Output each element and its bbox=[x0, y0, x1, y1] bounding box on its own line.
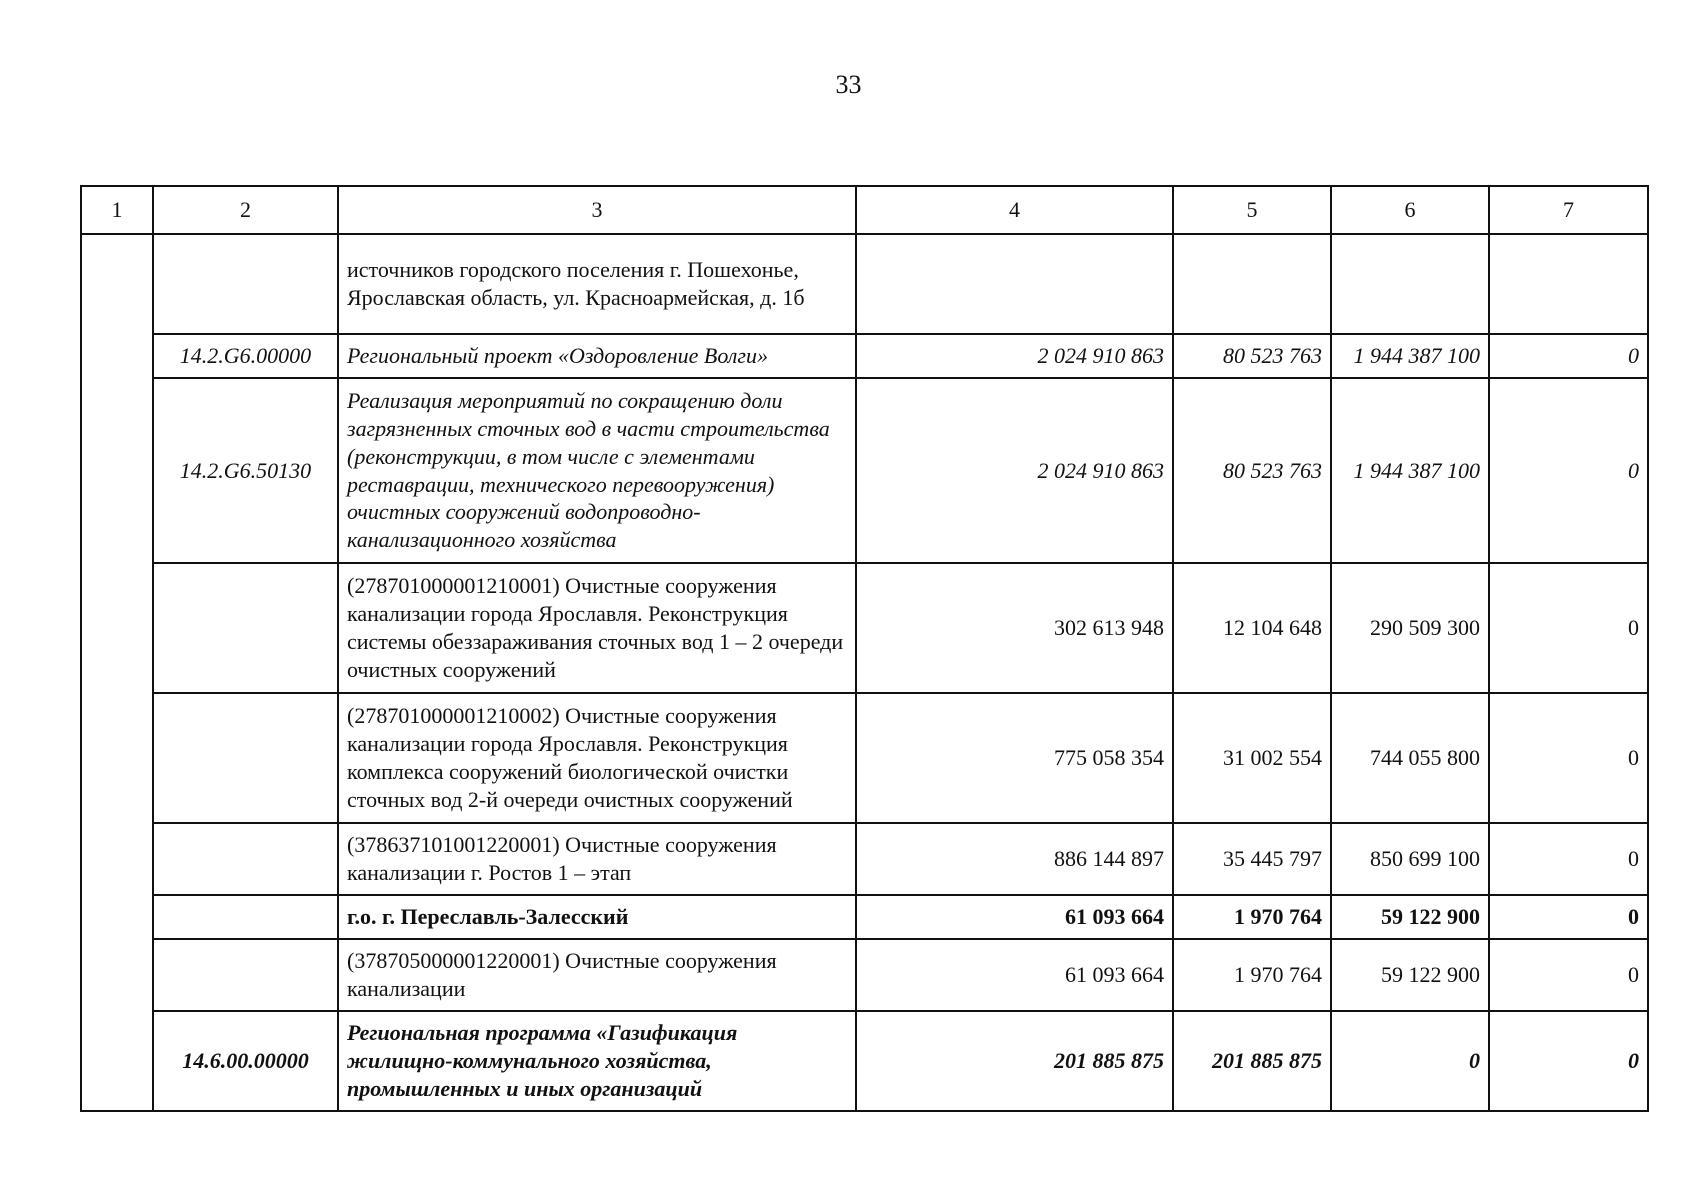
row-col4: 61 093 664 bbox=[856, 895, 1173, 939]
row-code bbox=[153, 939, 338, 1011]
header-col-1: 1 bbox=[81, 186, 153, 234]
row-col4: 61 093 664 bbox=[856, 939, 1173, 1011]
row-col7: 0 bbox=[1489, 563, 1648, 693]
row-code bbox=[153, 823, 338, 895]
row-name: источников городского поселения г. Пошехонье, Ярославская область, ул. Красноармейская, д. 1б bbox=[338, 234, 856, 334]
row-col7: 0 bbox=[1489, 939, 1648, 1011]
row-col6: 1 944 387 100 bbox=[1331, 334, 1489, 378]
row-col7: 0 bbox=[1489, 378, 1648, 563]
row-col4: 2 024 910 863 bbox=[856, 378, 1173, 563]
table-row bbox=[81, 378, 1648, 563]
row-name: г.о. г. Переславль-Залесский bbox=[338, 895, 856, 939]
row-col6: 0 bbox=[1331, 1011, 1489, 1111]
row-col5: 12 104 648 bbox=[1173, 563, 1331, 693]
row-code bbox=[153, 563, 338, 693]
row-col5: 31 002 554 bbox=[1173, 693, 1331, 823]
header-col-2: 2 bbox=[153, 186, 338, 234]
row-col4: 201 885 875 bbox=[856, 1011, 1173, 1111]
row-col7: 0 bbox=[1489, 1011, 1648, 1111]
table-row bbox=[81, 895, 1648, 939]
row-col4: 2 024 910 863 bbox=[856, 334, 1173, 378]
row-col6: 744 055 800 bbox=[1331, 693, 1489, 823]
row-col5: 201 885 875 bbox=[1173, 1011, 1331, 1111]
header-col-6: 6 bbox=[1331, 186, 1489, 234]
row-col4: 302 613 948 bbox=[856, 563, 1173, 693]
row-col5: 1 970 764 bbox=[1173, 939, 1331, 1011]
row-col7: 0 bbox=[1489, 334, 1648, 378]
row-code bbox=[153, 234, 338, 334]
table-row bbox=[81, 334, 1648, 378]
row-name: (378705000001220001) Очистные сооружения канализации bbox=[338, 939, 856, 1011]
row-name: (278701000001210002) Очистные сооружения канализации города Ярославля. Реконструкция комплекса сооружений биологической очистки сточных вод 2-й очереди очистных сооружений bbox=[338, 693, 856, 823]
row-code bbox=[153, 895, 338, 939]
row-col6: 290 509 300 bbox=[1331, 563, 1489, 693]
table-row bbox=[81, 693, 1648, 823]
header-col-4: 4 bbox=[856, 186, 1173, 234]
row-code: 14.2.G6.50130 bbox=[153, 378, 338, 563]
row-col4: 775 058 354 bbox=[856, 693, 1173, 823]
row-col5: 80 523 763 bbox=[1173, 378, 1331, 563]
row-col7: 0 bbox=[1489, 693, 1648, 823]
row-col6: 59 122 900 bbox=[1331, 895, 1489, 939]
header-col-3: 3 bbox=[338, 186, 856, 234]
header-col-5: 5 bbox=[1173, 186, 1331, 234]
merged-column-1-cell bbox=[81, 234, 153, 1111]
row-col4: 886 144 897 bbox=[856, 823, 1173, 895]
page-number: 33 bbox=[835, 70, 862, 99]
row-col6 bbox=[1331, 234, 1489, 334]
budget-table bbox=[80, 185, 1649, 1112]
row-col5 bbox=[1173, 234, 1331, 334]
row-col5: 35 445 797 bbox=[1173, 823, 1331, 895]
row-name: Региональная программа «Газификация жилищно-коммунального хозяйства, промышленных и иных организаций bbox=[338, 1011, 856, 1111]
row-name: (378637101001220001) Очистные сооружения канализации г. Ростов 1 – этап bbox=[338, 823, 856, 895]
header-row bbox=[81, 186, 1648, 234]
row-code: 14.2.G6.00000 bbox=[153, 334, 338, 378]
row-col6: 850 699 100 bbox=[1331, 823, 1489, 895]
row-col5: 1 970 764 bbox=[1173, 895, 1331, 939]
row-name: (278701000001210001) Очистные сооружения канализации города Ярославля. Реконструкция системы обеззараживания сточных вод 1 – 2 очереди очистных сооружений bbox=[338, 563, 856, 693]
row-name: Региональный проект «Оздоровление Волги» bbox=[338, 334, 856, 378]
row-col6: 1 944 387 100 bbox=[1331, 378, 1489, 563]
table-row bbox=[81, 823, 1648, 895]
header-col-7: 7 bbox=[1489, 186, 1648, 234]
table-row bbox=[81, 1011, 1648, 1111]
table-row bbox=[81, 939, 1648, 1011]
table-row bbox=[81, 234, 1648, 334]
row-code: 14.6.00.00000 bbox=[153, 1011, 338, 1111]
row-col4 bbox=[856, 234, 1173, 334]
row-code bbox=[153, 693, 338, 823]
row-col6: 59 122 900 bbox=[1331, 939, 1489, 1011]
row-name: Реализация мероприятий по сокращению доли загрязненных сточных вод в части строительства (реконструкции, в том числе с элементами реставрации, технического перевооружения) очистных сооружений водопроводно-канализационного хозяйства bbox=[338, 378, 856, 563]
row-col5: 80 523 763 bbox=[1173, 334, 1331, 378]
table-row bbox=[81, 563, 1648, 693]
row-col7 bbox=[1489, 234, 1648, 334]
row-col7: 0 bbox=[1489, 895, 1648, 939]
row-col7: 0 bbox=[1489, 823, 1648, 895]
